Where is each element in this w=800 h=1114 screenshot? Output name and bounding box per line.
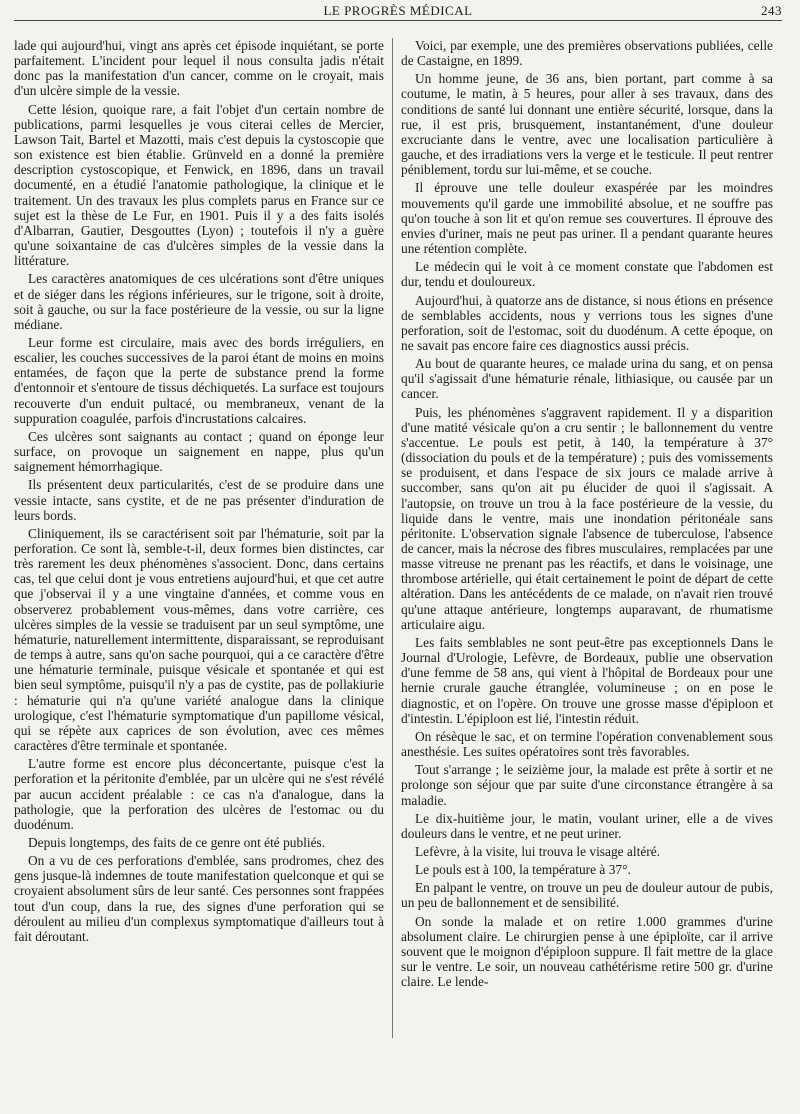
paragraph: Ces ulcères sont saignants au contact ; quand on éponge leur surface, on provoque un saignement en nappe, plus qu'un saignement hémorrhagique. [14, 428, 384, 475]
paragraph: Cette lésion, quoique rare, a fait l'objet d'un certain nombre de publications, parmi lesquelles je vous citerai celles de Mercier, Lawson Tait, Bartel et Mazotti, mais c'est depuis la cystoscopie que son existence est bien établie. Grünveld en a donné la première description cystoscopique, et Fenwick, en 1896, dans un travail documenté, en a étudié l'anatomie pathologique, la clinique et le traitement. Un des travaux les plus complets parus en France sur ce sujet est la thèse de Le Fur, en 1901. Puis il y a des faits isolés d'Albarran, Gautier, Desgouttes (Lyon) ; toutefois il n'y a guère qu'une soixantaine de cas d'ulcères simples de la vessie dans la littérature. [14, 101, 384, 269]
paragraph: On a vu de ces perforations d'emblée, sans prodromes, chez des gens jusque-là indemnes de toute manifestation quelconque et qui se croyaient absolument sûrs de leur santé. Ces personnes sont frappées tout d'un coup, dans la rue, des signes d'une perforation qui se déroulent au milieu d'un complexus symptomatique d'ailleurs tout à fait déroutant. [14, 853, 384, 944]
paragraph: Tout s'arrange ; le seizième jour, la malade est prête à sortir et ne prolonge son séjour que par suite d'une circonstance étrangère à sa maladie. [401, 762, 773, 808]
paragraph: Voici, par exemple, une des premières observations publiées, celle de Castaigne, en 1899. [401, 38, 773, 69]
paragraph: Le pouls est à 100, la température à 37°. [415, 862, 631, 878]
paragraph: Cliniquement, ils se caractérisent soit par l'hématurie, soit par la perforation. Ce sont là, semble-t-il, deux formes bien distinctes, car très rarement les deux phénomènes s'associent. Donc, dans certains cas, tel que celui dont je vous entretiens aujourd'hui, et que cet autre que j'observai il y a une vingtaine d'années, et comme vous en observerez probablement vous-mêmes, dans votre carrière, ces ulcères simples de la vessie se traduisent par un seul symptôme, une hématurie, naturellement intermittente, disparaissant, se reproduisant de temps à autre, sans qu'on sache pourquoi, qui a ce caractère d'être une hématurie terminale, puisque vésicale et spontanée et qui est bien seul symptôme, puisqu'il n'y a pas de cystite, pas de pollakiurie : hématurie qui n'a qu'une variété analogue dans la clinique urologique, c'est l'hématurie symptomatique d'un papillome vésical, qui se répète aux caprices de son évolution, avec ces mêmes caractères d'être terminale et spontanée. [14, 525, 384, 754]
paragraph: Puis, les phénomènes s'aggravent rapidement. Il y a disparition d'une matité vésicale qu'on a cru sentir ; le ballonnement du ventre s'accentue. Le pouls est petit, à 140, la température à 37° (dissociation du pouls et de la température) ; puis des vomissements se produisent, et dans l'espace de six jours ce malade arrive à succomber, sans qu'on ait pu élucider de quoi il s'agissait. A l'autopsie, on trouve un trou à la face postérieure de la vessie, du liquide dans le ventre, mais une inondation péritonéale sans péritonite. L'observation signale l'absence de tuberculose, l'absence de cancer, mais la nécrose des fibres musculaires, remplacées par une masse vitreuse ne prenant pas les réactifs, et dans le voisinage, une thrombose artérielle, qui était certainement le point de départ de cette altération. Dans les antécédents de ce malade, on n'avait rien trouvé qu'une attaque antérieure, longtemps auparavant, de rhumatisme articulaire aigu. [401, 404, 773, 632]
column-divider [392, 38, 393, 1038]
paragraph: Il éprouve une telle douleur exaspérée par les moindres mouvements qu'il garde une immobilité absolue, et ne souffre pas qu'on touche à son lit et qu'on remue ses couvertures. Il éprouve des envies d'uriner, mais ne peut pas uriner. Il a pendant quarante heures une rétention complète. [401, 180, 773, 257]
paragraph: Depuis longtemps, des faits de ce genre ont été publiés. [28, 834, 326, 850]
paragraph: Un homme jeune, de 36 ans, bien portant, part comme à sa coutume, le matin, à 5 heures, pour aller à ses travaux, dans des conditions de santé lui donnant une entière sécurité, lorsque, dans la rue, il est pris, brusquement, instantanément, d'une douleur excruciante dans le ventre, avec une localisation particulière à gauche, et des irradiations vers la verge et le testicule. Il peut rentrer péniblement, tordu sur lui-même, et se couche. [401, 71, 773, 178]
paragraph: L'autre forme est encore plus déconcertante, puisque c'est la perforation et la péritonite d'emblée, par un ulcère qui ne s'est révélé par aucun accident préalable : ce cas n'a d'analogue, dans la pathologie, que la perforation des ulcères de l'estomac ou du duodénum. [14, 756, 384, 832]
left-column [14, 38, 384, 1054]
page-number: 243 [761, 3, 782, 18]
paragraph: Le médecin qui le voit à ce moment constate que l'abdomen est dur, tendu et douloureux. [401, 259, 773, 290]
paragraph: Lefèvre, à la visite, lui trouva le visage altéré. [415, 843, 661, 859]
paragraph: Aujourd'hui, à quatorze ans de distance, si nous étions en présence de semblables accidents, nous y verrions tous les signes d'une perforation, soit de l'estomac, soit du duodénum. A cette époque, on ne savait pas encore faire ces diagnostics aussi précis. [401, 292, 773, 353]
running-header [14, 2, 782, 21]
paragraph: En palpant le ventre, on trouve un peu de douleur autour de pubis, un peu de ballonnement et de sensibilité. [401, 880, 773, 911]
paragraph: Les caractères anatomiques de ces ulcérations sont d'être uniques et de siéger dans les régions inférieures, sur le trigone, soit à droite, soit à gauche, ou sur la face postérieure de la vessie, ou sur la ligne médiane. [14, 271, 384, 332]
paragraph: On sonde la malade et on retire 1.000 grammes d'urine absolument claire. Le chirurgien pense à une épiploïte, car il arrive souvent que le moignon d'épiploon suppure. Il fait mettre de la glace sur le ventre. Le soir, un nouveau cathétérisme retire 500 gr. d'urine claire. Le lende- [401, 913, 773, 990]
journal-title: LE PROGRÈS MÉDICAL [323, 3, 473, 18]
paragraph: Ils présentent deux particularités, c'est de se produire dans une vessie intacte, sans cystite, et de ne pas présenter d'induration de leurs bords. [14, 477, 384, 523]
paragraph: On résèque le sac, et on termine l'opération convenablement sous anesthésie. Les suites opératoires sont très favorables. [401, 728, 773, 760]
paragraph: lade qui aujourd'hui, vingt ans après cet épisode inquiétant, se porte parfaitement. L'incident pour lequel il nous consulta jadis n'était donc pas la manifestation d'un cancer, comme on le croyait, mais d'un ulcère simple de la vessie. [14, 38, 384, 99]
paragraph: Leur forme est circulaire, mais avec des bords irréguliers, en escalier, les couches successives de la paroi étant de moins en moins entamées, de façon que la perte de substance prend la forme d'entonnoir et s'entoure de tissus déchiquetés. La surface est toujours recouverte d'un enduit pultacé, ou membraneux, venant de la suppuration coagulée, parfois d'incrustations calcaires. [14, 334, 384, 426]
paragraph: Au bout de quarante heures, ce malade urina du sang, et on pensa qu'il s'agissait d'une hématurie rénale, lithiasique, ou causée par un cancer. [401, 356, 773, 402]
paragraph: Le dix-huitième jour, le matin, voulant uriner, elle a de vives douleurs dans le ventre, et ne peut uriner. [401, 810, 773, 841]
paragraph: Les faits semblables ne sont peut-être pas exceptionnels Dans le Journal d'Urologie, Lefèvre, de Bordeaux, publie une observation d'une femme de 58 ans, qui vient à l'hôpital de Bordeaux pour une hernie crurale gauche étranglée, volumineuse ; on en pose le diagnostic, et on l'opère. On trouve une grosse masse d'épiploon et d'intestin. L'épiploon est lié, l'intestin réduit. [401, 634, 773, 726]
right-column [401, 38, 773, 1054]
